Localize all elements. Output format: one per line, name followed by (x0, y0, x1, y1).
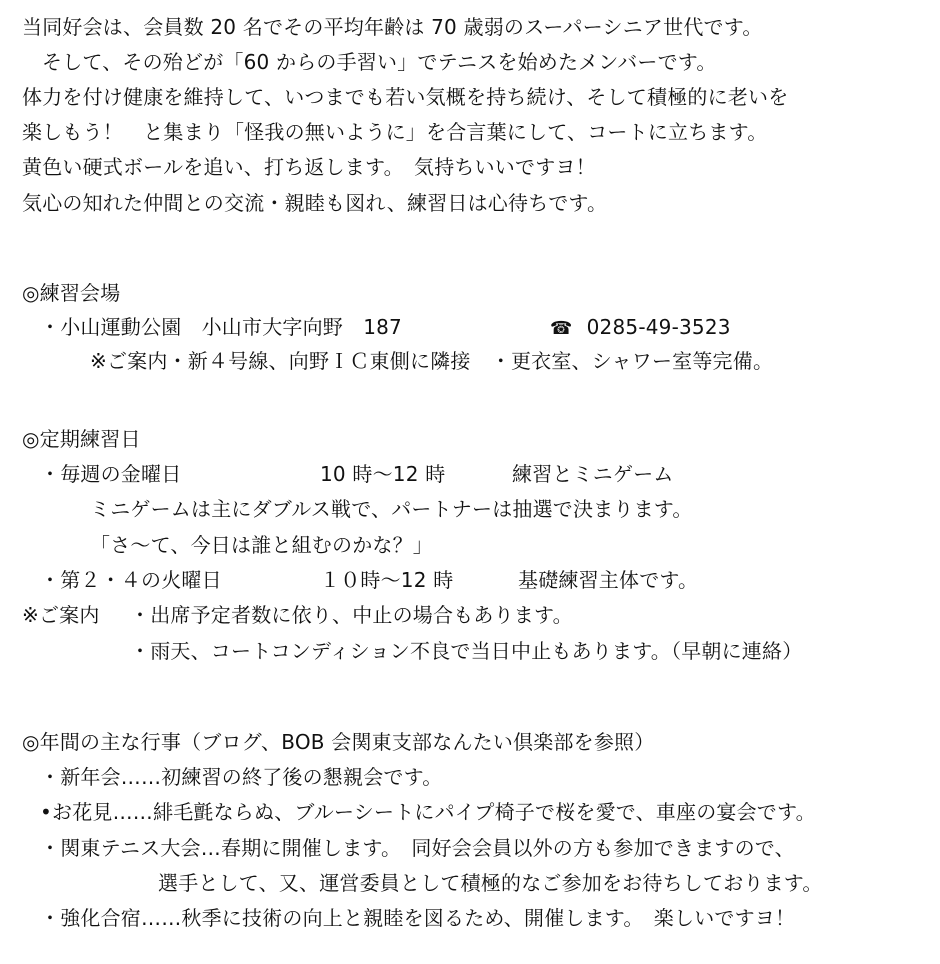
schedule-notice-label: ※ご案内 (22, 603, 100, 627)
event-kanto-tournament-2: 選手として、又、運営委員として積極的なご参加をお待ちしております。 (158, 871, 823, 895)
intro-line-1: 当同好会は、会員数 20 名でその平均年齢は 70 歳弱のスーパーシニア世代です。 (22, 15, 763, 39)
schedule-heading: ◎定期練習日 (22, 427, 141, 451)
intro-line-5: 黄色い硬式ボールを追い、打ち返します。 気持ちいいですヨ！ (22, 155, 596, 179)
venue-heading: ◎練習会場 (22, 281, 121, 305)
schedule-friday-time: 10 時～12 時 (320, 462, 446, 486)
venue-tel-line (550, 312, 731, 344)
venue-tel-number: 0285-49-3523 (586, 315, 731, 339)
schedule-tuesday-time: １０時～12 時 (320, 568, 454, 592)
event-hanami: •お花見……緋毛氈ならぬ、ブルーシートにパイプ椅子で桜を愛で、車座の宴会です。 (40, 800, 816, 824)
schedule-notice-1: ・出席予定者数に依り、中止の場合もあります。 (130, 603, 573, 627)
event-kanto-tournament-1: ・関東テニス大会…春期に開催します。 同好会会員以外の方も参加できますので、 (40, 836, 795, 860)
schedule-friday-desc: 練習とミニゲーム (512, 462, 674, 486)
schedule-friday-day: ・毎週の金曜日 (40, 462, 182, 486)
schedule-friday-note-1: ミニゲームは主にダブルス戦で、パートナーは抽選で決まります。 (90, 497, 693, 521)
intro-line-4: 楽しもう！ と集まり「怪我の無いように」を合言葉にして、コートに立ちます。 (22, 120, 768, 144)
intro-line-6: 気心の知れた仲間との交流・親睦も図れ、練習日は心待ちです。 (22, 191, 608, 215)
venue-place: ・小山運動公園 小山市大字向野 187 (40, 315, 402, 339)
telephone-icon: ☎ (550, 318, 573, 339)
events-heading: ◎年間の主な行事（ブログ、BOB 会関東支部なんたい倶楽部を参照） (22, 730, 655, 754)
intro-line-2: そして、その殆どが「60 からの手習い」でテニスを始めたメンバーです。 (42, 50, 717, 74)
schedule-notice-2: ・雨天、コートコンディション不良で当日中止もあります。（早朝に連絡） (130, 639, 803, 663)
event-newyear: ・新年会……初練習の終了後の懇親会です。 (40, 765, 443, 789)
event-training-camp: ・強化合宿……秋季に技術の向上と親睦を図るため、開催します。 楽しいですヨ！ (40, 906, 796, 930)
schedule-tuesday-desc: 基礎練習主体です。 (518, 568, 699, 592)
schedule-friday-note-2: 「さ～て、今日は誰と組むのかな？」 (90, 533, 433, 557)
schedule-tuesday-day: ・第２・４の火曜日 (40, 568, 222, 592)
intro-line-3: 体力を付け健康を維持して、いつまでも若い気概を持ち続け、そして積極的に老いを (22, 85, 789, 109)
venue-note: ※ご案内・新４号線、向野ＩＣ東側に隣接 ・更衣室、シャワー室等完備。 (90, 349, 774, 373)
